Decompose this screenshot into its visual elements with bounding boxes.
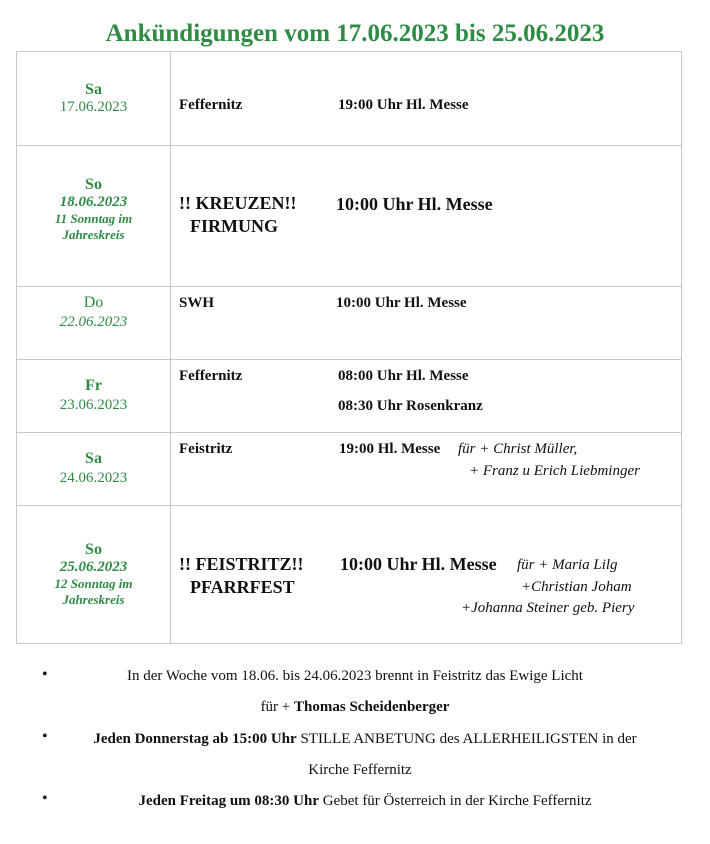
note-text: STILLE ANBETUNG des ALLERHEILIGSTEN in der bbox=[296, 731, 637, 747]
day-cell bbox=[17, 287, 171, 360]
note-bold: Jeden Donnerstag ab 15:00 Uhr bbox=[93, 731, 297, 747]
table-row bbox=[17, 287, 682, 360]
note-line bbox=[0, 699, 710, 716]
day-name: Sa bbox=[85, 450, 102, 467]
day-date: 23.06.2023 bbox=[59, 397, 128, 413]
day-name: So bbox=[85, 541, 102, 558]
table-row bbox=[17, 506, 682, 644]
day-note: 11 Sonntag im bbox=[54, 211, 133, 226]
info-cell bbox=[171, 433, 682, 506]
bullet-icon: • bbox=[42, 666, 48, 683]
info-cell bbox=[171, 287, 682, 360]
info-cell bbox=[171, 360, 682, 433]
place: Feffernitz bbox=[179, 368, 243, 384]
table-row bbox=[17, 433, 682, 506]
note-text: für + bbox=[260, 699, 295, 715]
service-time: 10:00 Uhr Hl. Messe bbox=[336, 295, 467, 311]
note-name: Thomas Scheidenberger bbox=[294, 699, 450, 715]
day-cell bbox=[17, 433, 171, 506]
service-time: 19:00 Uhr Hl. Messe bbox=[338, 97, 469, 113]
day-cell bbox=[17, 146, 171, 287]
day-date: 18.06.2023 bbox=[59, 194, 128, 210]
day-name: So bbox=[85, 176, 102, 193]
table-row bbox=[17, 360, 682, 433]
day-note: 12 Sonntag im bbox=[54, 576, 133, 591]
bullet-icon: • bbox=[42, 790, 48, 807]
place: Feistritz bbox=[179, 441, 233, 457]
day-cell bbox=[17, 360, 171, 433]
note-line bbox=[20, 793, 710, 810]
event: FIRMUNG bbox=[190, 216, 278, 236]
table-row bbox=[17, 52, 682, 146]
day-date: 25.06.2023 bbox=[59, 559, 128, 575]
info-cell bbox=[171, 52, 682, 146]
info-cell bbox=[171, 506, 682, 644]
day-cell bbox=[17, 52, 171, 146]
note-text: Gebet für Österreich in der Kirche Feffernitz bbox=[319, 793, 592, 809]
day-note: Jahreskreis bbox=[62, 227, 125, 242]
schedule-table bbox=[16, 51, 682, 644]
mass-intention: + Franz u Erich Liebminger bbox=[469, 463, 640, 479]
page-title: Ankündigungen vom 17.06.2023 bis 25.06.2023 bbox=[105, 20, 605, 47]
service-time: 19:00 Hl. Messe bbox=[339, 441, 441, 457]
day-name: Fr bbox=[85, 377, 102, 394]
mass-intention: für + Maria Lilg bbox=[517, 557, 618, 573]
day-name: Sa bbox=[85, 81, 102, 98]
day-date: 24.06.2023 bbox=[59, 470, 128, 486]
day-date: 17.06.2023 bbox=[59, 99, 128, 115]
service-time: 08:30 Uhr Rosenkranz bbox=[338, 398, 483, 414]
place: Feffernitz bbox=[179, 97, 243, 113]
note-bold: Jeden Freitag um 08:30 Uhr bbox=[138, 793, 319, 809]
table-row bbox=[17, 146, 682, 287]
place: !! KREUZEN!! bbox=[179, 193, 297, 213]
note-line bbox=[20, 731, 710, 748]
place: SWH bbox=[179, 295, 215, 311]
service-time: 10:00 Uhr Hl. Messe bbox=[340, 554, 497, 574]
day-cell bbox=[17, 506, 171, 644]
info-cell bbox=[171, 146, 682, 287]
day-name: Do bbox=[83, 294, 104, 311]
bullet-icon: • bbox=[42, 728, 48, 745]
note-line: In der Woche vom 18.06. bis 24.06.2023 brennt in Feistritz das Ewige Licht bbox=[127, 668, 583, 684]
note-line: Kirche Feffernitz bbox=[308, 762, 412, 778]
mass-intention: +Johanna Steiner geb. Piery bbox=[461, 600, 635, 616]
mass-intention: +Christian Joham bbox=[521, 579, 632, 595]
event: PFARRFEST bbox=[190, 577, 295, 597]
day-note: Jahreskreis bbox=[62, 592, 125, 607]
mass-intention: für + Christ Müller, bbox=[458, 441, 578, 457]
service-time: 10:00 Uhr Hl. Messe bbox=[336, 194, 493, 214]
place: !! FEISTRITZ!! bbox=[179, 554, 304, 574]
service-time: 08:00 Uhr Hl. Messe bbox=[338, 368, 469, 384]
day-date: 22.06.2023 bbox=[59, 314, 128, 330]
